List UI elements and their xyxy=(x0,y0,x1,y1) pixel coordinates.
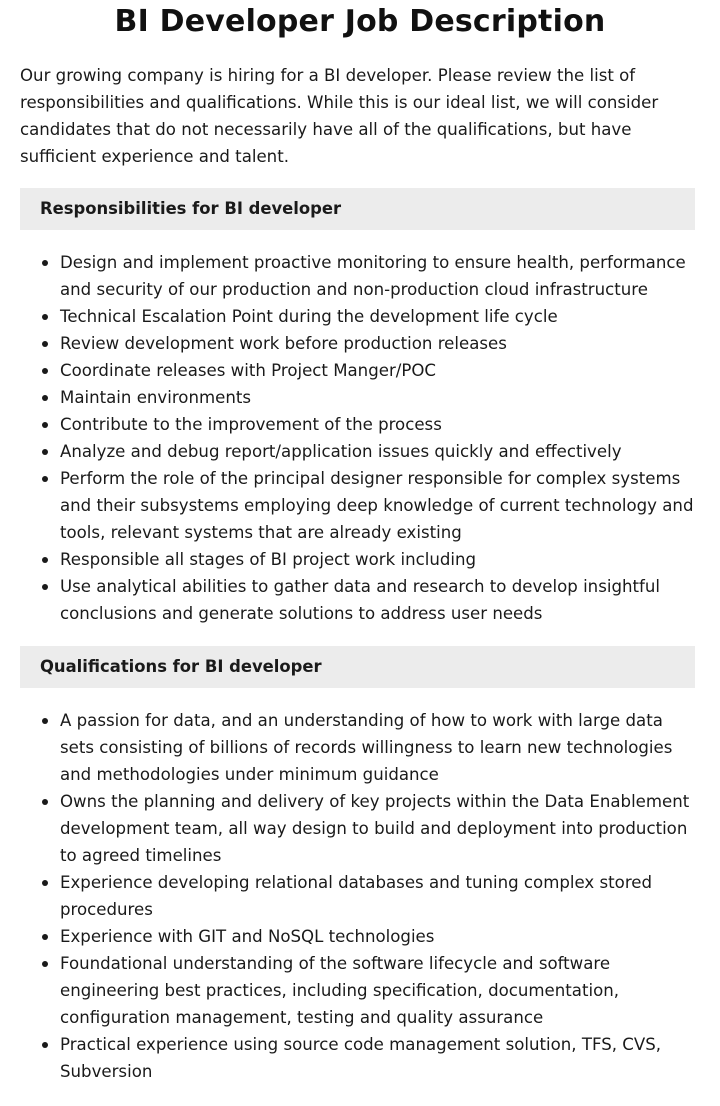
responsibilities-list xyxy=(20,249,696,627)
bullet-icon xyxy=(42,368,48,374)
bullet-icon xyxy=(42,449,48,455)
list-item xyxy=(60,950,696,1031)
list-item-text: Owns the planning and delivery of key projects within the Data Enablement development team, all way design to build and deployment into production to agreed timelines xyxy=(60,792,690,865)
list-item-text: Review development work before production releases xyxy=(60,334,507,353)
list-item xyxy=(60,465,696,546)
list-item xyxy=(60,303,696,330)
list-item-text: Experience developing relational databases and tuning complex stored procedures xyxy=(60,873,653,919)
list-item-text: Experience with GIT and NoSQL technologies xyxy=(60,927,435,946)
bullet-icon xyxy=(42,880,48,886)
bullet-icon xyxy=(42,557,48,563)
bullet-icon xyxy=(42,341,48,347)
list-item-text: Foundational understanding of the software lifecycle and software engineering best practices, including specification, documentation, configuration management, testing and quality assurance xyxy=(60,954,620,1027)
bullet-icon xyxy=(42,314,48,320)
bullet-icon xyxy=(42,934,48,940)
list-item xyxy=(60,573,696,627)
responsibilities-heading: Responsibilities for BI developer xyxy=(20,188,695,230)
list-item-text: Perform the role of the principal designer responsible for complex systems and their subsystems employing deep knowledge of current technology and tools, relevant systems that are already existing xyxy=(60,469,694,542)
list-item-text: Maintain environments xyxy=(60,388,252,407)
list-item-text: Responsible all stages of BI project work including xyxy=(60,550,477,569)
intro-paragraph: Our growing company is hiring for a BI developer. Please review the list of responsibilities and qualifications. While this is our ideal list, we will consider candidates that do not necessarily have all of the qualifications, but have sufficient experience and talent. xyxy=(20,66,659,166)
list-item xyxy=(60,330,696,357)
bullet-icon xyxy=(42,395,48,401)
list-item xyxy=(60,357,696,384)
list-item xyxy=(60,869,696,923)
bullet-icon xyxy=(42,476,48,482)
list-item-text: Technical Escalation Point during the development life cycle xyxy=(60,307,558,326)
list-item xyxy=(60,411,696,438)
bullet-icon xyxy=(42,260,48,266)
list-item-text: Contribute to the improvement of the process xyxy=(60,415,442,434)
bullet-icon xyxy=(42,584,48,590)
list-item xyxy=(60,546,696,573)
bullet-icon xyxy=(42,422,48,428)
bullet-icon xyxy=(42,1042,48,1048)
qualifications-heading: Qualifications for BI developer xyxy=(20,646,695,688)
list-item-text: Practical experience using source code management solution, TFS, CVS, Subversion xyxy=(60,1035,662,1081)
page-title: BI Developer Job Description xyxy=(114,4,606,39)
list-item-text: Coordinate releases with Project Manger/POC xyxy=(60,361,437,380)
bullet-icon xyxy=(42,718,48,724)
qualifications-list xyxy=(20,707,696,1085)
list-item-text: A passion for data, and an understanding of how to work with large data sets consisting of billions of records willingness to learn new technologies and methodologies under minimum guidance xyxy=(60,711,673,784)
bullet-icon xyxy=(42,799,48,805)
list-item-text: Analyze and debug report/application issues quickly and effectively xyxy=(60,442,622,461)
bullet-icon xyxy=(42,961,48,967)
list-item xyxy=(60,1031,696,1085)
list-item xyxy=(60,438,696,465)
list-item xyxy=(60,384,696,411)
list-item xyxy=(60,923,696,950)
list-item-text: Design and implement proactive monitoring to ensure health, performance and security of our production and non-production cloud infrastructure xyxy=(60,253,686,299)
list-item-text: Use analytical abilities to gather data and research to develop insightful conclusions and generate solutions to address user needs xyxy=(60,577,660,623)
list-item xyxy=(60,707,696,788)
list-item xyxy=(60,249,696,303)
list-item xyxy=(60,788,696,869)
